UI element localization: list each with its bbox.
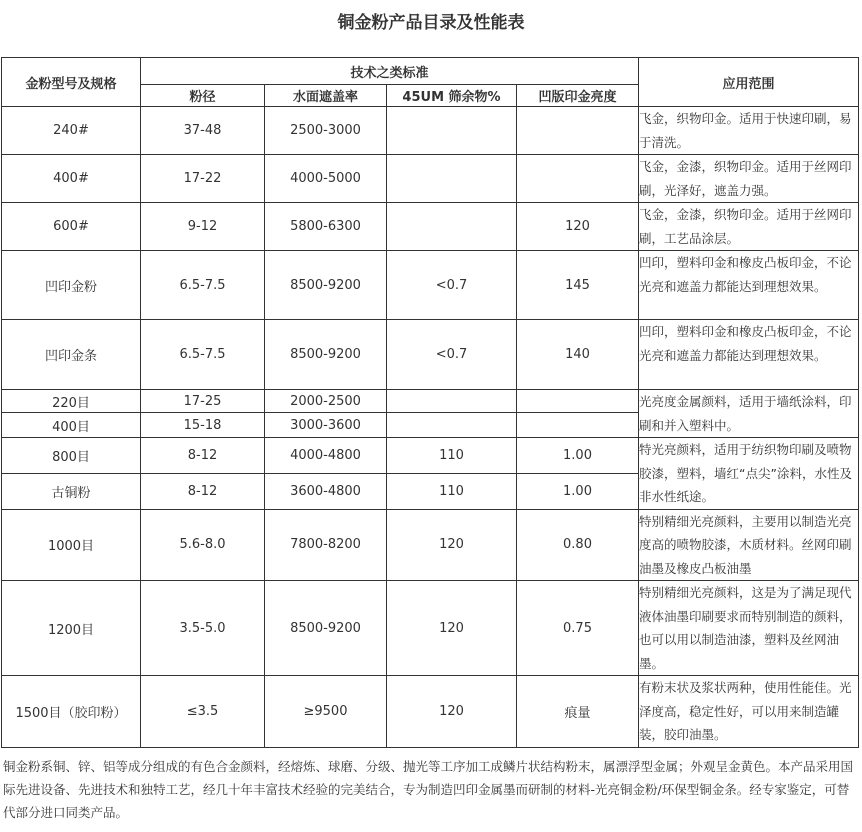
cell-sieve: <0.7 bbox=[387, 251, 517, 320]
header-tech-group: 技术之类标准 bbox=[141, 58, 639, 85]
cell-sieve bbox=[387, 107, 517, 155]
cell-brightness: 120 bbox=[517, 203, 639, 251]
table-row bbox=[2, 320, 859, 390]
cell-application: 特别精细光亮颜料，这是为了满足现代液体油墨印刷要求而特别制造的颜料，也可以用以制造油漆，塑料及丝网油墨。 bbox=[639, 581, 859, 676]
cell-sieve bbox=[387, 203, 517, 251]
cell-sieve: 120 bbox=[387, 676, 517, 748]
cell-particle: ≤3.5 bbox=[141, 676, 265, 748]
cell-sieve: <0.7 bbox=[387, 320, 517, 390]
cell-brightness: 1.00 bbox=[517, 473, 639, 509]
table-row bbox=[2, 509, 859, 581]
cell-sieve bbox=[387, 413, 517, 438]
cell-coverage: 4000-5000 bbox=[265, 155, 387, 203]
cell-model: 1000目 bbox=[2, 509, 141, 581]
table-row bbox=[2, 155, 859, 203]
cell-coverage: 4000-4800 bbox=[265, 438, 387, 474]
table-row bbox=[2, 390, 859, 413]
cell-model: 古铜粉 bbox=[2, 473, 141, 509]
product-table bbox=[1, 57, 859, 748]
cell-model: 1500目（胶印粉） bbox=[2, 676, 141, 748]
cell-coverage: 2500-3000 bbox=[265, 107, 387, 155]
page-title: 铜金粉产品目录及性能表 bbox=[337, 13, 525, 33]
cell-brightness bbox=[517, 107, 639, 155]
cell-application: 凹印，塑料印金和橡皮凸板印金，不论光亮和遮盖力都能达到理想效果。 bbox=[639, 251, 859, 320]
description-paragraph: 铜金粉系铜、锌、铝等成分组成的有色合金颜料，经熔炼、球磨、分级、抛光等工序加工成鳞片状结构粉末，属漂浮型金属；外观呈金黄色。本产品采用国际先进设备、先进技术和独特工艺，经几十年丰富技术经验的完美结合，专为制造凹印金属墨而研制的材料-光亮铜金粉/环保型铜金条。经专家鉴定，可替代部分进口同类产品。 bbox=[3, 759, 854, 820]
cell-particle: 8-12 bbox=[141, 438, 265, 474]
cell-model: 400目 bbox=[2, 413, 141, 438]
cell-particle: 15-18 bbox=[141, 413, 265, 438]
cell-model: 凹印金粉 bbox=[2, 251, 141, 320]
cell-application: 有粉末状及浆状两种，使用性能佳。光泽度高，稳定性好，可以用来制造罐装，胶印油墨。 bbox=[639, 676, 859, 748]
header-model: 金粉型号及规格 bbox=[2, 58, 141, 107]
cell-coverage: ≥9500 bbox=[265, 676, 387, 748]
header-sieve: 45UM 筛余物% bbox=[387, 85, 517, 107]
cell-brightness: 0.80 bbox=[517, 509, 639, 581]
cell-model: 800目 bbox=[2, 438, 141, 474]
cell-sieve: 120 bbox=[387, 509, 517, 581]
cell-particle: 8-12 bbox=[141, 473, 265, 509]
cell-sieve bbox=[387, 155, 517, 203]
cell-sieve: 110 bbox=[387, 473, 517, 509]
cell-particle: 37-48 bbox=[141, 107, 265, 155]
cell-brightness bbox=[517, 413, 639, 438]
cell-model: 凹印金条 bbox=[2, 320, 141, 390]
cell-application: 特光亮颜料，适用于纺织物印刷及喷物胶漆，塑料，墙红“点尖”涂料，水性及非水性纸途。 bbox=[639, 438, 859, 510]
cell-particle: 6.5-7.5 bbox=[141, 320, 265, 390]
cell-brightness: 痕量 bbox=[517, 676, 639, 748]
cell-brightness: 145 bbox=[517, 251, 639, 320]
cell-coverage: 8500-9200 bbox=[265, 251, 387, 320]
cell-application: 飞金，金漆，织物印金。适用于丝网印刷，工艺品涂层。 bbox=[639, 203, 859, 251]
cell-model: 1200目 bbox=[2, 581, 141, 676]
cell-model: 240# bbox=[2, 107, 141, 155]
cell-coverage: 8500-9200 bbox=[265, 320, 387, 390]
cell-sieve bbox=[387, 390, 517, 413]
cell-model: 600# bbox=[2, 203, 141, 251]
cell-sieve: 110 bbox=[387, 438, 517, 474]
cell-sieve: 120 bbox=[387, 581, 517, 676]
cell-coverage: 2000-2500 bbox=[265, 390, 387, 413]
cell-brightness: 1.00 bbox=[517, 438, 639, 474]
cell-particle: 3.5-5.0 bbox=[141, 581, 265, 676]
cell-particle: 17-22 bbox=[141, 155, 265, 203]
table-row bbox=[2, 676, 859, 748]
cell-particle: 6.5-7.5 bbox=[141, 251, 265, 320]
cell-model: 220目 bbox=[2, 390, 141, 413]
cell-brightness bbox=[517, 155, 639, 203]
cell-particle: 5.6-8.0 bbox=[141, 509, 265, 581]
header-particle: 粉径 bbox=[141, 85, 265, 107]
header-application: 应用范围 bbox=[639, 58, 859, 107]
cell-brightness: 0.75 bbox=[517, 581, 639, 676]
cell-coverage: 7800-8200 bbox=[265, 509, 387, 581]
cell-coverage: 8500-9200 bbox=[265, 581, 387, 676]
cell-brightness: 140 bbox=[517, 320, 639, 390]
table-row bbox=[2, 438, 859, 474]
header-coverage: 水面遮盖率 bbox=[265, 85, 387, 107]
cell-application: 飞金，织物印金。适用于快速印刷，易于清洗。 bbox=[639, 107, 859, 155]
cell-coverage: 3600-4800 bbox=[265, 473, 387, 509]
header-row bbox=[2, 58, 859, 85]
table-row bbox=[2, 581, 859, 676]
cell-particle: 9-12 bbox=[141, 203, 265, 251]
cell-particle: 17-25 bbox=[141, 390, 265, 413]
table-row bbox=[2, 251, 859, 320]
cell-application: 光亮度金属颜料，适用于墙纸涂料，印刷和并入塑料中。 bbox=[639, 390, 859, 438]
cell-brightness bbox=[517, 390, 639, 413]
table-row bbox=[2, 107, 859, 155]
cell-application: 特别精细光亮颜料，主要用以制造光亮度高的喷物胶漆，木质材料。丝网印刷油墨及橡皮凸板油墨 bbox=[639, 509, 859, 581]
table-row bbox=[2, 203, 859, 251]
cell-coverage: 3000-3600 bbox=[265, 413, 387, 438]
cell-application: 凹印，塑料印金和橡皮凸板印金，不论光亮和遮盖力都能达到理想效果。 bbox=[639, 320, 859, 390]
header-brightness: 凹版印金亮度 bbox=[517, 85, 639, 107]
cell-application: 飞金，金漆，织物印金。适用于丝网印刷，光泽好，遮盖力强。 bbox=[639, 155, 859, 203]
cell-coverage: 5800-6300 bbox=[265, 203, 387, 251]
cell-model: 400# bbox=[2, 155, 141, 203]
